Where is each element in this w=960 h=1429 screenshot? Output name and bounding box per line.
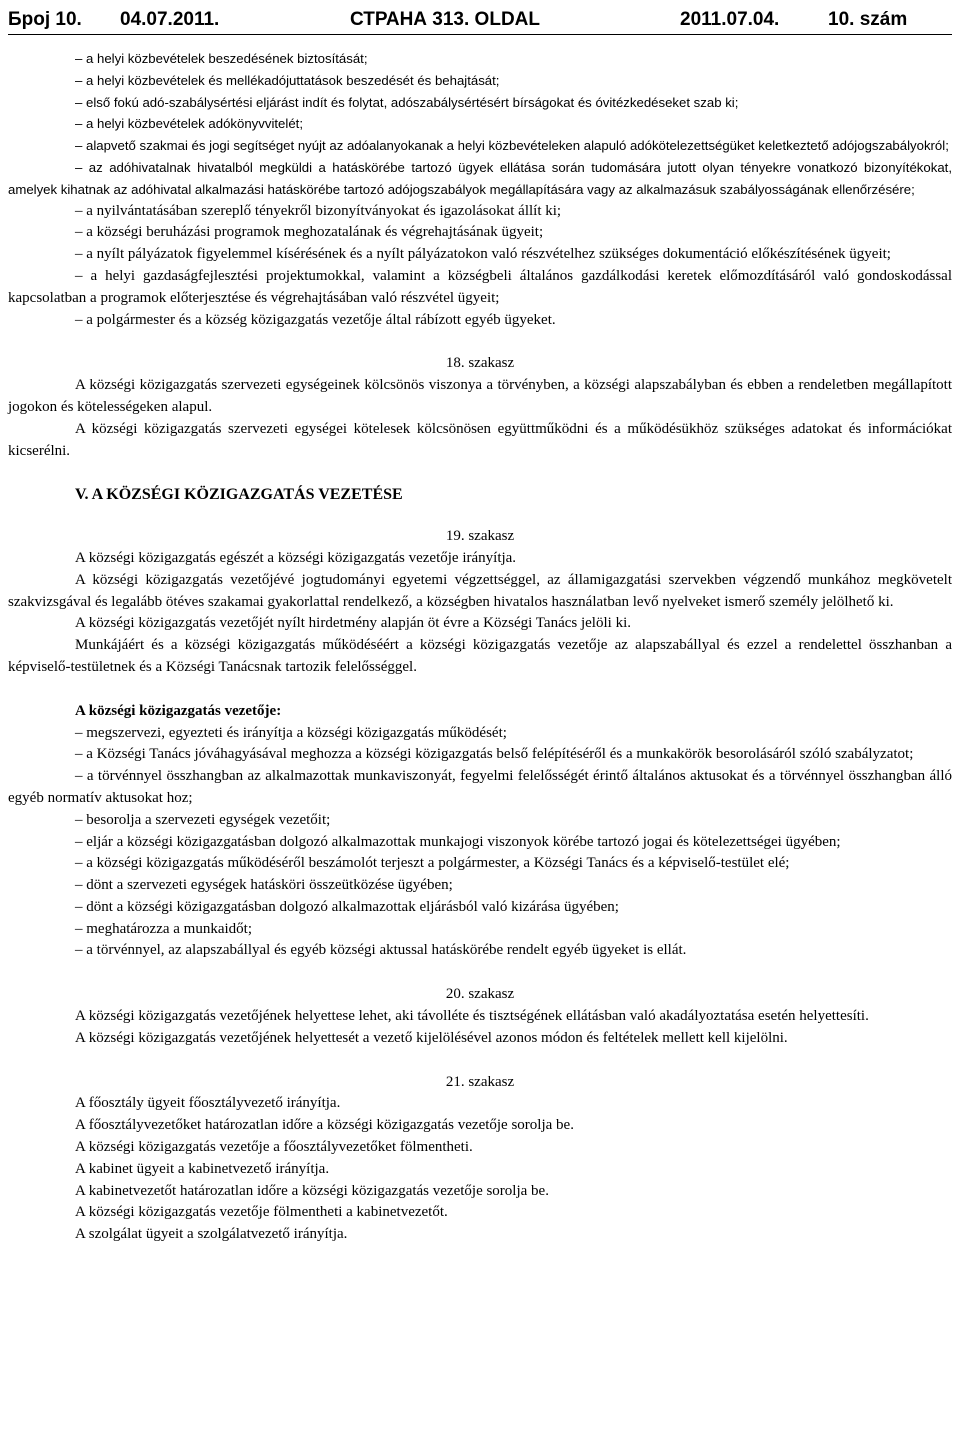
paragraph: A községi közigazgatás szervezeti egységeinek kölcsönös viszonya a törvényben, a községi alapszabályban és ebben a rendeletben megállapított jogokon és kötelességeken alapul. (8, 377, 952, 415)
paragraph: A kabinetvezetőt határozatlan időre a községi közigazgatás vezetője sorolja be. (75, 1182, 549, 1199)
page-header (8, 6, 952, 35)
paragraph: A községi közigazgatás vezetőjének helyettesét a vezető kijelölésével azonos módon és feltételek mellett kell kijelölni. (75, 1029, 788, 1046)
list-item: – meghatározza a munkaidőt; (75, 920, 253, 937)
paragraph: A kabinet ügyeit a kabinetvezető irányítja. (75, 1160, 330, 1177)
list-item: – a Községi Tanács jóváhagyásával meghozza a községi közigazgatás belső felépítéséről és a munkakörök besorolásáról szóló szabályzatot; (75, 746, 914, 763)
paragraph: A községi közigazgatás egészét a községi közigazgatás vezetője irányítja. (75, 549, 517, 566)
section-21-title: 21. szakasz (445, 1073, 515, 1090)
list-item: – a nyílt pályázatok figyelemmel kísérésének és a nyílt pályázatokon való részvételhez szükséges dokumentáció előkészítésének ügyeit; (75, 246, 891, 263)
list-item: – a törvénnyel összhangban az alkalmazottak munkaviszonyát, fegyelmi felelősségét érintő általános aktusokat és a törvénnyel összhangban álló egyéb normatív aktusokat hoz; (8, 768, 952, 806)
list-item: – dönt a szervezeti egységek hatásköri összeütközése ügyében; (75, 877, 453, 894)
paragraph: A községi közigazgatás vezetőjét nyílt hirdetmény alapján öt évre a Községi Tanács jelöli ki. (75, 615, 631, 632)
paragraph: A főosztály ügyeit főosztályvezető irányítja. (75, 1095, 341, 1112)
list-item: – a községi közigazgatás működéséről beszámolót terjeszt a polgármester, a Községi Tanács és a képviselő-testület elé; (75, 855, 790, 872)
list-item: – a polgármester és a község közigazgatás vezetője által rábízott egyéb ügyeket. (75, 311, 556, 328)
section-19-title: 19. szakasz (445, 528, 515, 545)
date-hungarian: 2011.07.04. (680, 9, 780, 30)
issue-number-serbian: Број 10. (8, 9, 82, 30)
paragraph: A főosztályvezetőket határozatlan időre a községi közigazgatás vezetője sorolja be. (75, 1117, 574, 1134)
paragraph: A községi közigazgatás vezetőjének helyettese lehet, aki távolléte és tisztségének ellátásban való akadályoztatása esetén helyettesíti. (75, 1008, 869, 1025)
page-number: СТРАНА 313. OLDAL (350, 9, 540, 30)
list-item: – a helyi közbevételek adókönyvvitelét; (75, 116, 303, 132)
paragraph: A községi közigazgatás vezetőjévé jogtudományi egyetemi végzettséggel, az államigazgatási szervekben végzendő munkához megkövetelt szakvizsgával és legalább ötéves szakamai gyakorlattal rendelkező, a községben hivatalos használatban levő nyelveket ismerő személy jelölhető ki. (8, 571, 952, 610)
section-20-title: 20. szakasz (445, 986, 515, 1003)
list-item: – a nyilvántatásában szereplő tényekről bizonyítványokat és igazolásokat állít ki; (75, 202, 562, 219)
list-item: – besorolja a szervezeti egységek vezetőit; (75, 811, 331, 828)
paragraph: A községi közigazgatás vezetője a főosztályvezetőket fölmentheti. (75, 1139, 473, 1156)
list-item: – a helyi gazdaságfejlesztési projektumokkal, valamint a községbeli általános gazdálkodási keretek előmozdításáról való gondoskodással kapcsolatban a programok előterjesztése és végrehajtásában való részvétel ügyeit; (8, 267, 952, 306)
list-item: – megszervezi, egyezteti és irányítja a községi közigazgatás működését; (75, 724, 507, 741)
list-item: – első fokú adó-szabálysértési eljárást indít és folytat, adószabálysértésért bírságokat és óvitézkedéseket szab ki; (75, 94, 739, 110)
duties-heading: A községi közigazgatás vezetője: (75, 702, 282, 719)
section-18-title: 18. szakasz (445, 355, 515, 372)
list-item: – eljár a községi közigazgatásban dolgozó alkalmazottak munkajogi viszonyok körébe tartozó jogai és kötelezettségei ügyében; (75, 833, 841, 850)
list-item: – alapvető szakmai és jogi segítséget nyújt az adóalanyokanak a helyi közbevételeken alapuló adókötelezettségüket keletkeztető adójogszabályokról; (75, 138, 949, 154)
list-item: – a helyi közbevételek és mellékadójuttatások beszedését és behajtását; (75, 72, 500, 88)
paragraph: A községi közigazgatás szervezeti egységei kötelesek kölcsönösen együttműködni és a működésükhöz szükséges adatokat és információkat kicserélni. (8, 420, 952, 459)
list-item: – az adóhivatalnak hivatalból megküldi a hatáskörébe tartozó ügyek ellátása során tudomására jutott olyan tényekre vonatkozó bizonyítékokat, amelyek kihatnak az adóhivatal alkalmazási hatáskörébe tartozó adójogszabályok megállapítására vagy az alkalmazásuk szabályosságának ellenőrzésére; (8, 159, 952, 197)
list-item: – a helyi közbevételek beszedésének biztosítását; (75, 51, 368, 66)
issue-number-hungarian: 10. szám (828, 9, 908, 30)
list-item: – a községi beruházási programok meghozatalának és végrehajtásának ügyeit; (75, 224, 544, 241)
date-serbian: 04.07.2011. (120, 9, 220, 30)
list-item: – dönt a községi közigazgatásban dolgozó alkalmazottak eljárásból való kizárása ügyében; (75, 898, 619, 915)
paragraph: A szolgálat ügyeit a szolgálatvezető irányítja. (75, 1226, 348, 1243)
document-body (8, 48, 952, 1246)
paragraph: A községi közigazgatás vezetője fölmentheti a kabinetvezetőt. (75, 1204, 448, 1221)
list-item: – a törvénnyel, az alapszabállyal és egyéb községi aktussal hatáskörébe rendelt egyéb ügyeket is ellát. (75, 942, 687, 959)
chapter-v-title: V. A KÖZSÉGI KÖZIGAZGATÁS VEZETÉSE (75, 486, 403, 504)
paragraph: Munkájáért és a községi közigazgatás működéséért a községi közigazgatás vezetője az alapszabállyal és ezzel a rendelettel összhanban a képviselő-testületnek és a Községi Tanácsnak tartozik felelősséggel. (8, 637, 952, 675)
